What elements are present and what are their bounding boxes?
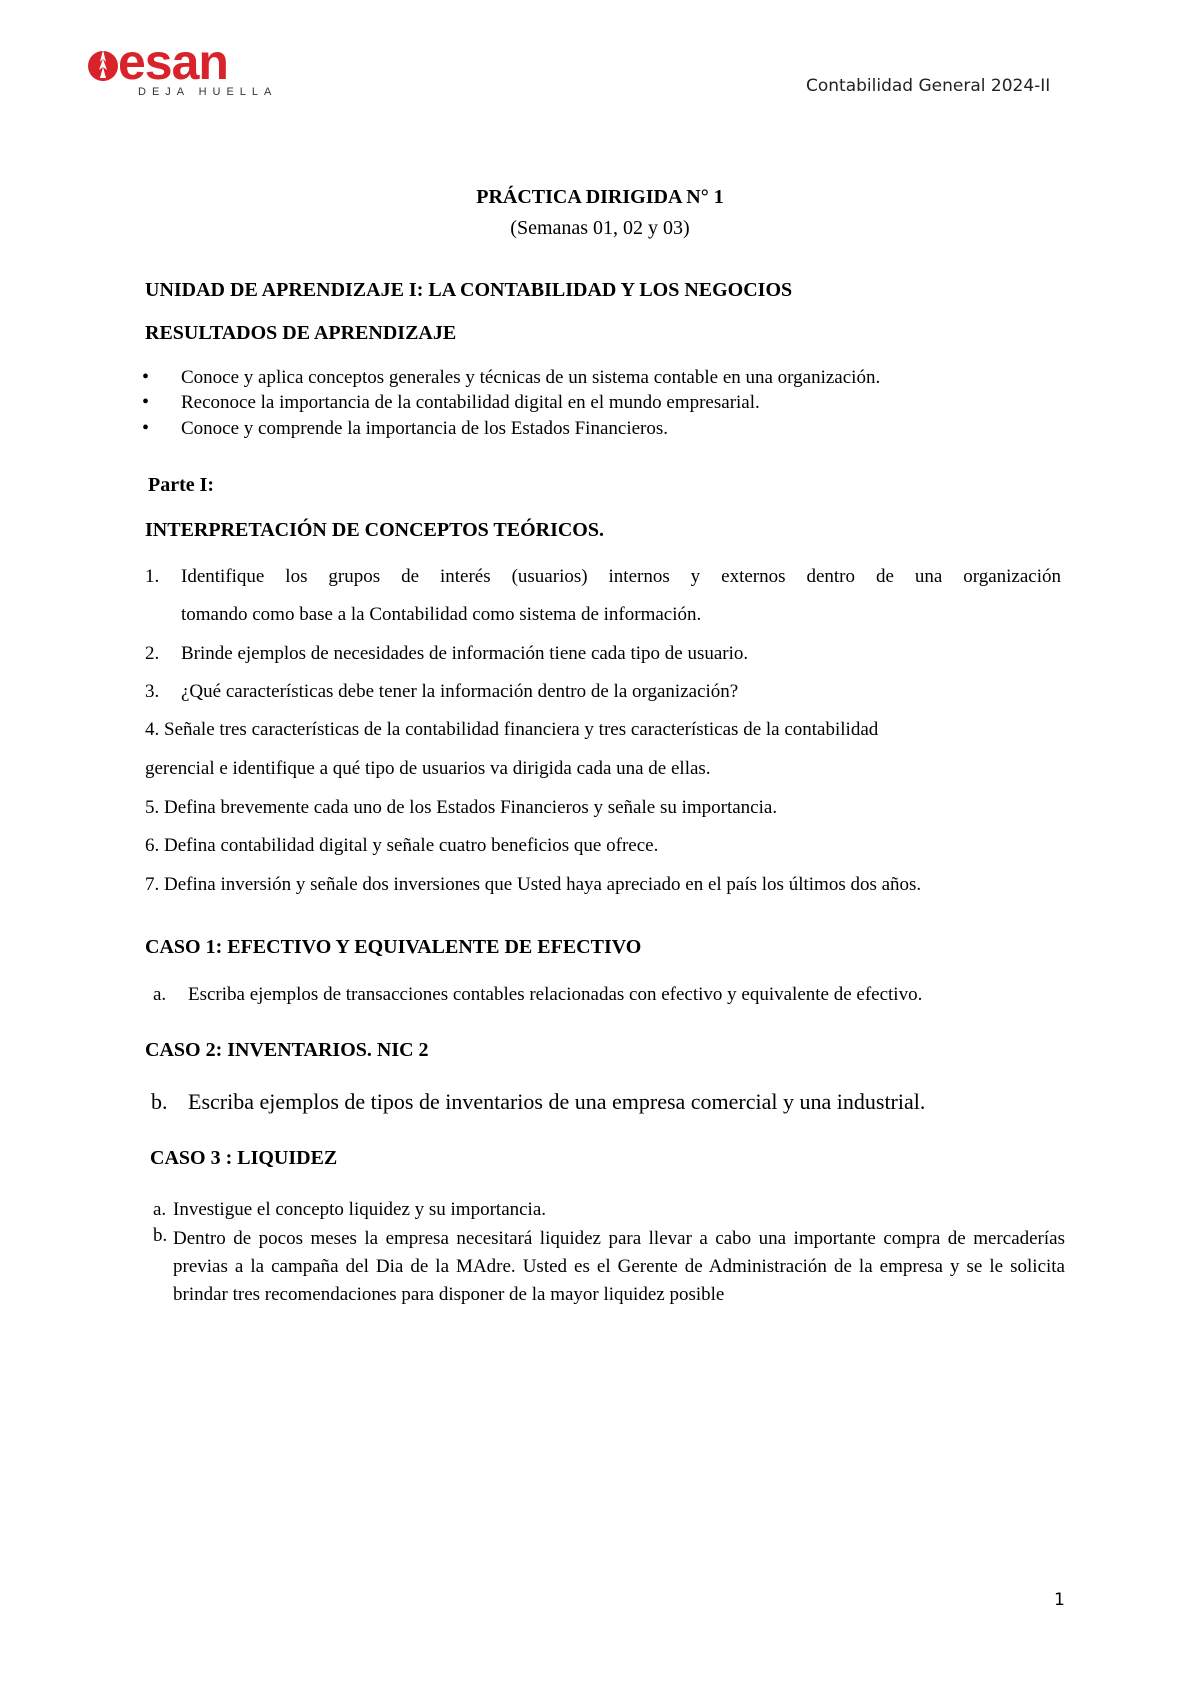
caso1-item: Escriba ejemplos de transacciones contables relacionadas con efectivo y equivalente de efectivo. xyxy=(188,984,923,1005)
question-number: 3. xyxy=(145,681,160,702)
question-text: 5. Defina brevemente cada uno de los Estados Financieros y señale su importancia. xyxy=(145,797,778,818)
bullet-icon: • xyxy=(142,417,150,439)
question-text: gerencial e identifique a qué tipo de usuarios va dirigida cada una de ellas. xyxy=(145,758,711,779)
question-text: 4. Señale tres características de la contabilidad financiera y tres características de la contabilidad xyxy=(145,719,879,740)
question-text: 6. Defina contabilidad digital y señale cuatro beneficios que ofrece. xyxy=(145,835,659,856)
logo-tagline: DEJA HUELLA xyxy=(138,86,278,98)
question-number: 1. xyxy=(145,566,160,587)
question-number: 2. xyxy=(145,643,160,664)
question-text: Brinde ejemplos de necesidades de información tiene cada tipo de usuario. xyxy=(181,643,749,664)
caso2-item-label: b. xyxy=(151,1089,168,1114)
caso3-item-label: a. xyxy=(153,1199,167,1220)
caso1-heading: CASO 1: EFECTIVO Y EQUIVALENTE DE EFECTIVO xyxy=(145,936,642,958)
results-heading: RESULTADOS DE APRENDIZAJE xyxy=(145,322,457,344)
flame-logo-icon xyxy=(88,42,118,84)
caso3-item-label: b. xyxy=(153,1225,168,1246)
caso3-item: Investigue el concepto liquidez y su importancia. xyxy=(173,1199,547,1220)
caso1-item-label: a. xyxy=(153,984,167,1005)
question-text: 7. Defina inversión y señale dos inversiones que Usted haya apreciado en el país los últimos dos años. xyxy=(145,874,922,895)
caso3-heading: CASO 3 : LIQUIDEZ xyxy=(150,1147,338,1169)
question-text: Identifique los grupos de interés (usuarios) internos y externos dentro de una organización xyxy=(181,566,1061,587)
logo-wordmark: esan xyxy=(118,34,228,90)
bullet-icon: • xyxy=(142,391,150,413)
result-item: Conoce y aplica conceptos generales y técnicas de un sistema contable en una organización. xyxy=(181,367,881,388)
result-item: Reconoce la importancia de la contabilidad digital en el mundo empresarial. xyxy=(181,392,760,413)
result-item: Conoce y comprende la importancia de los Estados Financieros. xyxy=(181,418,669,439)
course-header: Contabilidad General 2024-II xyxy=(806,76,1051,96)
page-title: PRÁCTICA DIRIGIDA N° 1 xyxy=(476,186,724,208)
caso2-item: Escriba ejemplos de tipos de inventarios de una empresa comercial y una industrial. xyxy=(188,1089,926,1114)
question-text: ¿Qué características debe tener la información dentro de la organización? xyxy=(181,681,739,702)
caso2-heading: CASO 2: INVENTARIOS. NIC 2 xyxy=(145,1039,429,1061)
page-subtitle: (Semanas 01, 02 y 03) xyxy=(510,217,690,239)
page-number: 1 xyxy=(1054,1590,1065,1610)
question-text: tomando como base a la Contabilidad como sistema de información. xyxy=(181,604,702,625)
part-label: Parte I: xyxy=(148,474,215,496)
caso3-item: Dentro de pocos meses la empresa necesitará liquidez para llevar a cabo una importante compra de mercaderías previas a la campaña del Dia de la MAdre. Usted es el Gerente de Administración de la empresa y se le solicita brindar tres recomendaciones para disponer de la mayor liquidez posible xyxy=(173,1228,1065,1305)
unit-heading: UNIDAD DE APRENDIZAJE I: LA CONTABILIDAD Y LOS NEGOCIOS xyxy=(145,279,793,301)
bullet-icon: • xyxy=(142,366,150,388)
section-heading: INTERPRETACIÓN DE CONCEPTOS TEÓRICOS. xyxy=(145,519,604,541)
